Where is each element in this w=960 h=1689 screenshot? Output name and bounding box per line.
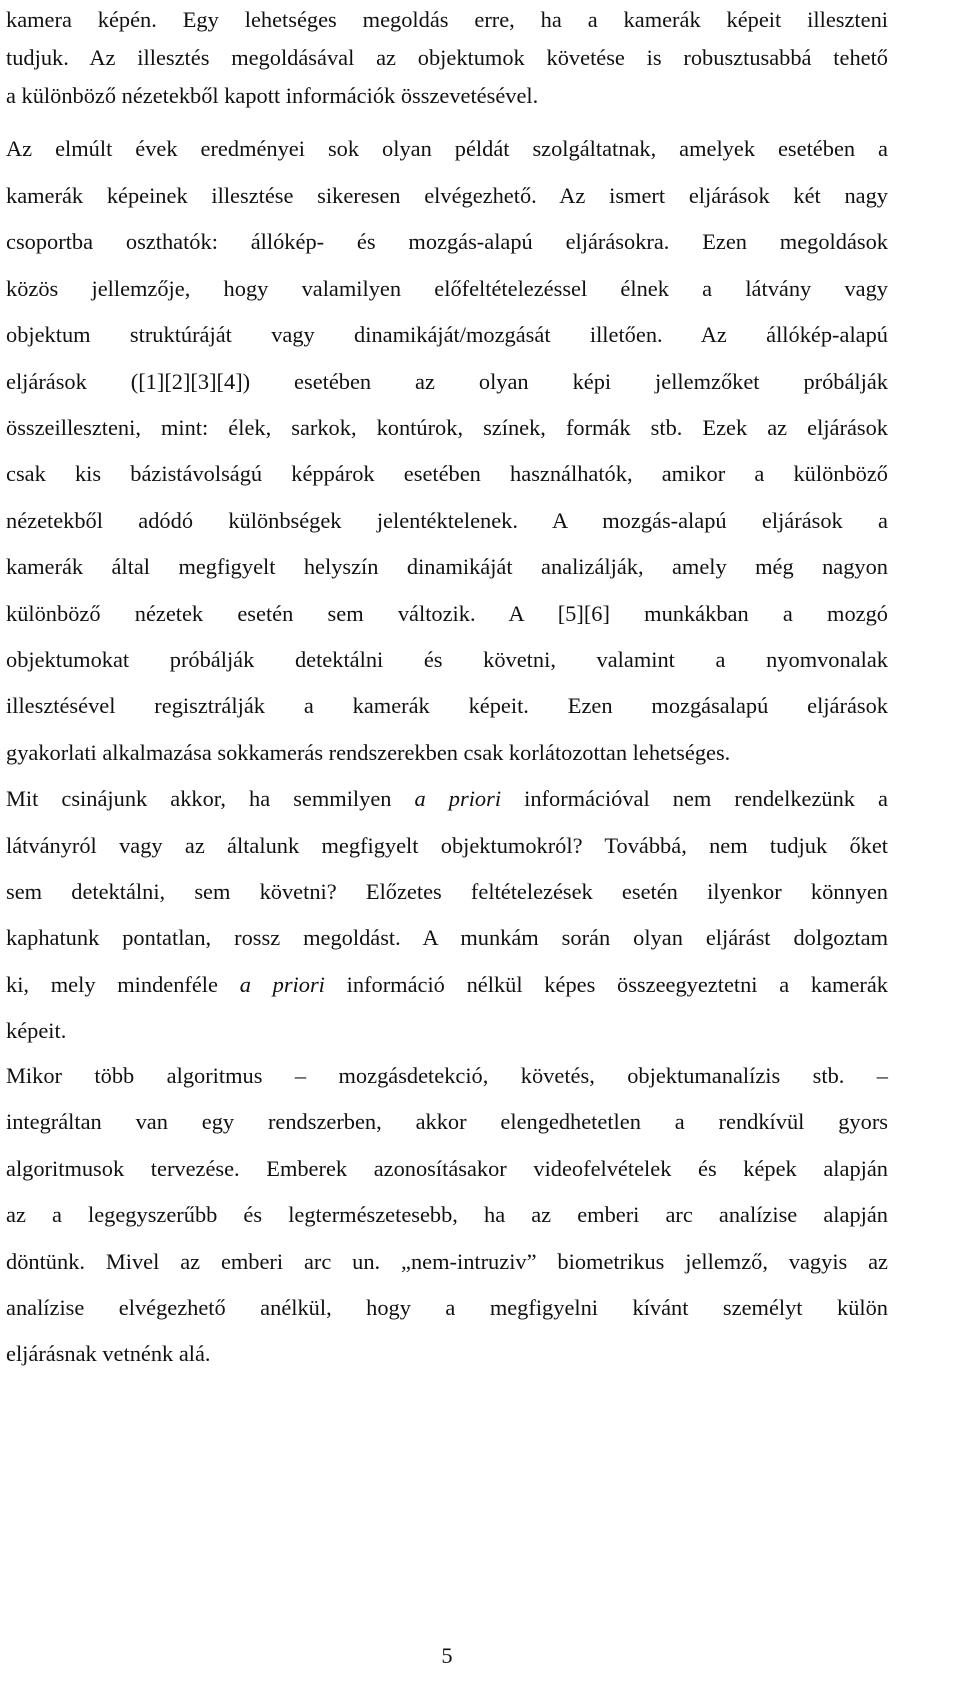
text-line: az a legegyszerűbb és legtermészetesebb, ha az emberi arc analízise alapján [6, 1202, 888, 1227]
page-number: 5 [441, 1643, 453, 1668]
text-line: integráltan van egy rendszerben, akkor elengedhetetlen a rendkívül gyors [6, 1109, 888, 1134]
text-line: objektumokat próbálják detektálni és követni, valamint a nyomvonalak [6, 647, 888, 672]
text-line: kaphatunk pontatlan, rossz megoldást. A munkám során olyan eljárást dolgoztam [6, 925, 888, 950]
text-line: képeit. [6, 1018, 67, 1043]
text-line: kamerák által megfigyelt helyszín dinamikáját analizálják, amely még nagyon [6, 554, 888, 579]
text-line: eljárások ([1][2][3][4]) esetében az olyan képi jellemzőket próbálják [6, 369, 888, 394]
text-line: a különböző nézetekből kapott információk összevetésével. [6, 83, 539, 108]
text-line: objektum struktúráját vagy dinamikáját/mozgását illetően. Az állókép-alapú [6, 322, 888, 347]
text-line: illesztésével regisztrálják a kamerák képeit. Ezen mozgásalapú eljárások [6, 693, 888, 718]
text-line: Mikor több algoritmus – mozgásdetekció, követés, objektumanalízis stb. – [6, 1063, 888, 1088]
text-line: eljárásnak vetnénk alá. [6, 1341, 211, 1366]
text-line: látványról vagy az általunk megfigyelt objektumokról? Továbbá, nem tudjuk őket [6, 833, 888, 858]
italic-text: a priori [414, 786, 502, 811]
text-line: algoritmusok tervezése. Emberek azonosításakor videofelvételek és képek alapján [6, 1156, 888, 1181]
text-line: csak kis bázistávolságú képpárok esetében használhatók, amikor a különböző [6, 461, 888, 486]
italic-text: a priori [239, 972, 325, 997]
text-line: különböző nézetek esetén sem változik. A [5][6] munkákban a mozgó [6, 601, 888, 626]
text-line: összeilleszteni, mint: élek, sarkok, kontúrok, színek, formák stb. Ezek az eljárások [6, 415, 888, 440]
text-line: kamera képén. Egy lehetséges megoldás erre, ha a kamerák képeit illeszteni [6, 7, 888, 32]
text-run: információ nélkül képes összeegyeztetni a kamerák [324, 972, 889, 997]
text-line [6, 965, 888, 1005]
text-line: döntünk. Mivel az emberi arc un. „nem-intruziv” biometrikus jellemző, vagyis az [6, 1249, 888, 1274]
text-line: nézetekből adódó különbségek jelentéktelenek. A mozgás-alapú eljárások a [6, 508, 888, 533]
text-line: csoportba oszthatók: állókép- és mozgás-alapú eljárásokra. Ezen megoldások [6, 229, 888, 254]
text-line: analízise elvégezhető anélkül, hogy a megfigyelni kívánt személyt külön [6, 1295, 888, 1320]
text-run: ki, mely mindenféle [6, 972, 240, 997]
text-run: információval nem rendelkezünk a [501, 786, 888, 811]
text-line [6, 779, 888, 819]
text-line: kamerák képeinek illesztése sikeresen elvégezhető. Az ismert eljárások két nagy [6, 183, 888, 208]
text-line: sem detektálni, sem követni? Előzetes feltételezések esetén ilyenkor könnyen [6, 879, 888, 904]
text-line: gyakorlati alkalmazása sokkamerás rendszerekben csak korlátozottan lehetséges. [6, 740, 731, 765]
text-line: közös jellemzője, hogy valamilyen előfeltételezéssel élnek a látvány vagy [6, 276, 888, 301]
text-run: Mit csinájunk akkor, ha semmilyen [6, 786, 415, 811]
text-line: tudjuk. Az illesztés megoldásával az objektumok követése is robusztusabbá tehető [6, 45, 888, 70]
text-line: Az elmúlt évek eredményei sok olyan példát szolgáltatnak, amelyek esetében a [6, 136, 888, 161]
